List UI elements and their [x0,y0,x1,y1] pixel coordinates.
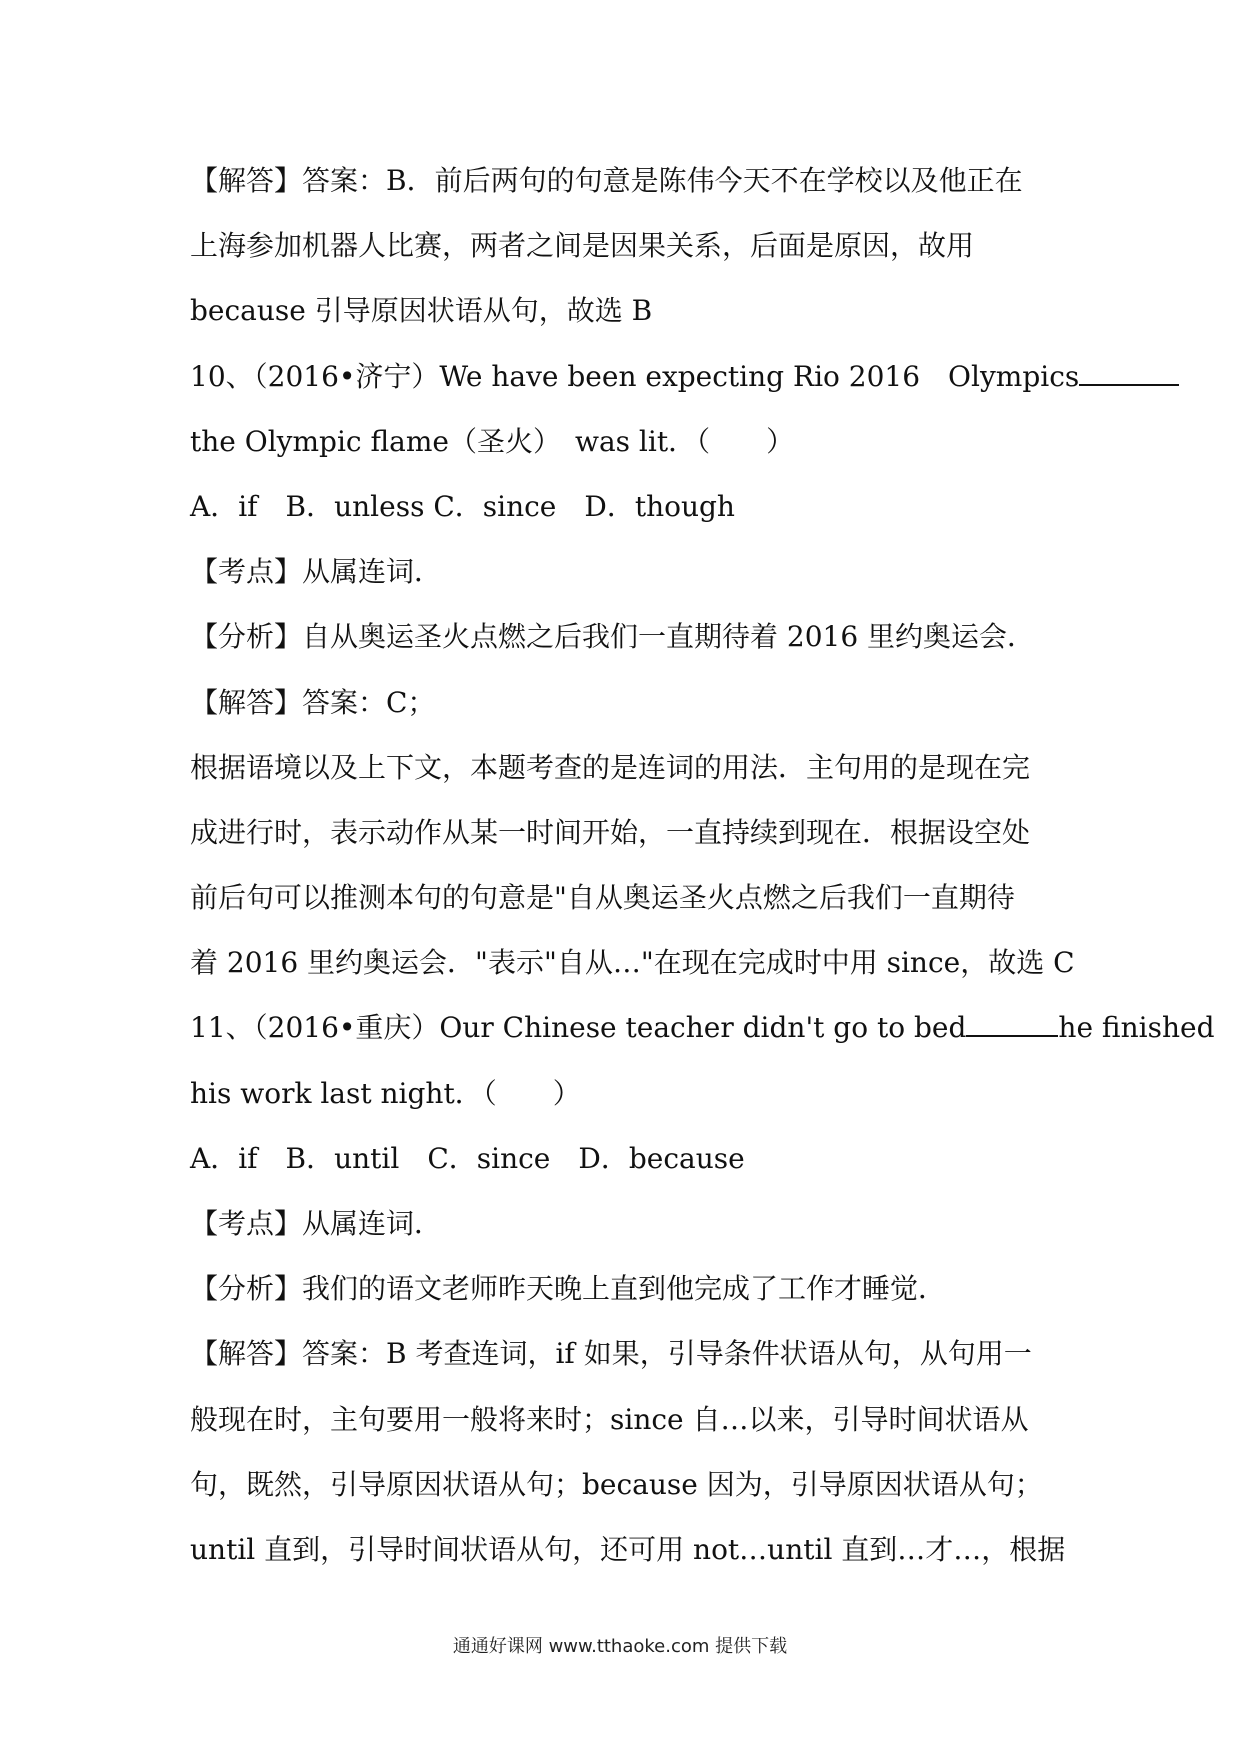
text-line: 【解答】答案：B 考查连词，if 如果，引导条件状语从句，从句用一 [190,1337,1032,1371]
text-line: 般现在时，主句要用一般将来时；since 自…以来，引导时间状语从 [190,1402,1029,1436]
text-line: the Olympic flame（圣火） was lit．（ ） [190,424,795,458]
options-line: A．if B．unless C．since D．though [190,489,735,523]
text-line: his work last night．（ ） [190,1076,581,1110]
text-line: 【解答】答案：C； [190,685,436,719]
options-line: A．if B．until C．since D．because [190,1141,745,1175]
question-11-stem: 11、（2016•重庆）Our Chinese teacher didn't go to bed [190,1011,967,1045]
text-line: until 直到，引导时间状语从句，还可用 not…until 直到…才…，根据 [190,1532,1066,1566]
text-line: 上海参加机器人比赛，两者之间是因果关系，后面是原因，故用 [190,229,975,263]
text-line: 成进行时，表示动作从某一时间开始，一直持续到现在．根据设空处 [190,815,1031,849]
text-line: 根据语境以及上下文，本题考查的是连词的用法．主句用的是现在完 [190,750,1031,784]
answer-blank [966,1005,1058,1037]
question-11-line [190,1002,1215,1067]
text-line: 【解答】答案：B．前后两句的句意是陈伟今天不在学校以及他正在 [190,164,1023,197]
question-10-line [190,351,1080,416]
question-10-stem: 10、（2016•济宁）We have been expecting Rio 2016 Olympics [190,359,1080,393]
text-line: 着 2016 里约奥运会．"表示"自从…"在现在完成时中用 since，故选 C [190,946,1075,980]
text-line: 【考点】从属连词． [190,555,443,589]
text-line: 【分析】我们的语文老师昨天晚上直到他完成了工作才睡觉． [190,1272,947,1306]
text-line: 【分析】自从奥运圣火点燃之后我们一直期待着 2016 里约奥运会． [190,620,1036,654]
answer-blank [1079,354,1179,386]
question-11-stem-end: he finished [1058,1011,1215,1045]
text-line: 句，既然，引导原因状语从句；because 因为，引导原因状语从句； [190,1467,1043,1501]
text-line: because 引导原因状语从句，故选 B [190,294,653,328]
text-line: 前后句可以推测本句的句意是"自从奥运圣火点燃之后我们一直期待 [190,881,1015,915]
text-line: 【考点】从属连词． [190,1207,443,1240]
page-footer: 通通好课网 www.tthaoke.com 提供下载 [452,1636,788,1657]
document-body [190,155,1215,1589]
